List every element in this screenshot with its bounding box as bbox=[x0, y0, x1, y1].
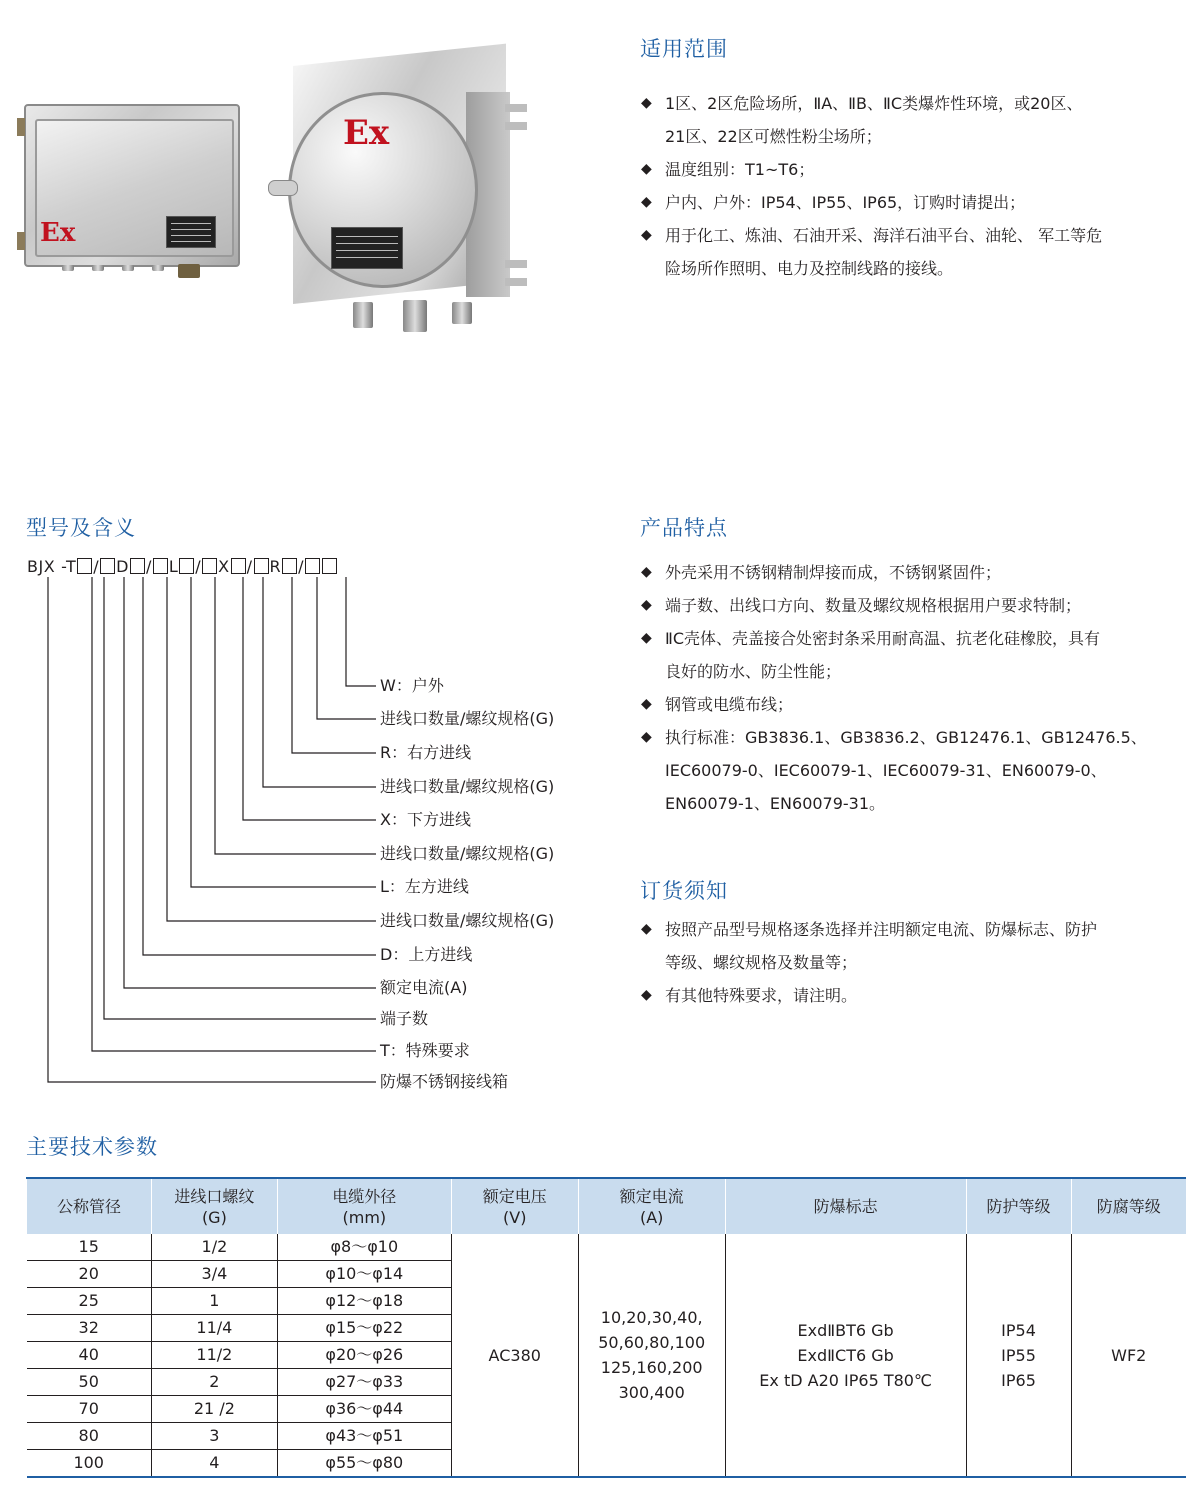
table-cell: φ8～φ10 bbox=[277, 1234, 451, 1261]
code-part: X bbox=[218, 557, 230, 576]
feature-item bbox=[641, 556, 1191, 589]
table-cell: φ43～φ51 bbox=[277, 1423, 451, 1450]
model-label: L：左方进线 bbox=[380, 877, 469, 896]
cable-gland bbox=[452, 302, 472, 324]
table-cell: 50 bbox=[27, 1369, 152, 1396]
model-title: 型号及含义 bbox=[26, 516, 136, 540]
table-cell: 100 bbox=[27, 1450, 152, 1478]
scope-item-text: 21区、22区可燃性粉尘场所； bbox=[665, 127, 882, 146]
code-part: / bbox=[93, 557, 100, 576]
scope-list bbox=[641, 87, 1191, 285]
feature-item-text: IEC60079-0、IEC60079-1、IEC60079-31、EN60079-0、 bbox=[665, 761, 1107, 780]
mount-ear bbox=[505, 104, 527, 112]
ordering-list bbox=[641, 913, 1191, 1012]
table-row bbox=[27, 1234, 1187, 1261]
code-part: / bbox=[195, 557, 202, 576]
table-header-row bbox=[27, 1178, 1187, 1234]
feature-item bbox=[641, 622, 1191, 688]
mount-ear bbox=[505, 278, 527, 286]
connector-line bbox=[292, 577, 376, 753]
scope-item bbox=[641, 87, 1191, 153]
table-cell: 25 bbox=[27, 1288, 152, 1315]
table-cell: φ36～φ44 bbox=[277, 1396, 451, 1423]
column-header: 额定电压 (V) bbox=[451, 1178, 578, 1234]
connector-line bbox=[143, 577, 376, 955]
connector-line bbox=[191, 577, 376, 887]
voltage-cell: AC380 bbox=[451, 1234, 578, 1477]
scope-item-text: ◆ 户内、户外：IP54、IP55、IP65，订购时请提出； bbox=[665, 193, 1026, 212]
table-cell: 2 bbox=[151, 1369, 277, 1396]
column-header: 额定电流 (A) bbox=[578, 1178, 725, 1234]
connector-line bbox=[215, 577, 376, 854]
table-cell: 3 bbox=[151, 1423, 277, 1450]
feature-item-text: ◆ 钢管或电缆布线； bbox=[665, 695, 794, 714]
connector-line bbox=[167, 577, 376, 921]
scope-item-text: ◆ 1区、2区危险场所，ⅡA、ⅡB、ⅡC类爆炸性环境，或20区、 bbox=[665, 94, 1083, 113]
feature-item-text: ◆ ⅡC壳体、壳盖接合处密封条采用耐高温、抗老化硅橡胶，具有 bbox=[665, 629, 1101, 648]
cable-gland bbox=[403, 300, 427, 332]
model-label: 额定电流(A) bbox=[380, 978, 468, 997]
table-cell: 1/2 bbox=[151, 1234, 277, 1261]
model-label: R：右方进线 bbox=[380, 743, 472, 762]
feature-item bbox=[641, 688, 1191, 721]
scope-item bbox=[641, 219, 1191, 285]
ordering-title: 订货须知 bbox=[640, 879, 728, 903]
column-header: 防腐等级 bbox=[1071, 1178, 1186, 1234]
mount-ear bbox=[505, 122, 527, 130]
ordering-item bbox=[641, 979, 1191, 1012]
column-header: 公称管径 bbox=[27, 1178, 152, 1234]
mount-ear bbox=[505, 260, 527, 268]
table-cell: φ12～φ18 bbox=[277, 1288, 451, 1315]
connector-line bbox=[92, 577, 376, 1051]
code-part: BJX bbox=[27, 557, 56, 576]
code-part: / bbox=[145, 557, 152, 576]
table-cell: 4 bbox=[151, 1450, 277, 1478]
specs-title: 主要技术参数 bbox=[26, 1135, 158, 1159]
table-cell: 70 bbox=[27, 1396, 152, 1423]
table-cell: 11/4 bbox=[151, 1315, 277, 1342]
column-header: 防爆标志 bbox=[725, 1178, 966, 1234]
table-cell: 11/2 bbox=[151, 1342, 277, 1369]
model-label: 进线口数量/螺纹规格(G) bbox=[380, 911, 555, 930]
code-part: / bbox=[246, 557, 253, 576]
scope-item-text: 险场所作照明、电力及控制线路的接线。 bbox=[665, 259, 954, 278]
spec-table bbox=[26, 1177, 1186, 1478]
connector-line bbox=[124, 577, 376, 988]
table-cell: 40 bbox=[27, 1342, 152, 1369]
table-cell: φ20～φ26 bbox=[277, 1342, 451, 1369]
model-connector-lines bbox=[0, 0, 380, 1100]
anticorrosion-cell: WF2 bbox=[1071, 1234, 1186, 1477]
code-part: -T bbox=[61, 557, 77, 576]
table-cell: 1 bbox=[151, 1288, 277, 1315]
code-part: D bbox=[116, 557, 129, 576]
table-cell: 15 bbox=[27, 1234, 152, 1261]
feature-item-text: ◆ 外壳采用不锈钢精制焊接而成，不锈钢紧固件； bbox=[665, 563, 1002, 582]
scope-item bbox=[641, 153, 1191, 186]
feature-item-text: ◆ 执行标准：GB3836.1、GB3836.2、GB12476.1、GB12476.5、 bbox=[665, 728, 1147, 747]
features-title: 产品特点 bbox=[640, 516, 728, 540]
feature-item bbox=[641, 589, 1191, 622]
table-cell: 80 bbox=[27, 1423, 152, 1450]
ex-mark-cell: ExdⅡBT6 Gb ExdⅡCT6 Gb Ex tD A20 IP65 T80℃ bbox=[725, 1234, 966, 1477]
table-cell: 3/4 bbox=[151, 1261, 277, 1288]
column-header: 防护等级 bbox=[966, 1178, 1071, 1234]
model-label: X：下方进线 bbox=[380, 810, 471, 829]
ordering-item-text: ◆ 按照产品型号规格逐条选择并注明额定电流、防爆标志、防护 bbox=[665, 920, 1098, 939]
table-cell: 21 /2 bbox=[151, 1396, 277, 1423]
feature-item-text: ◆ 端子数、出线口方向、数量及螺纹规格根据用户要求特制； bbox=[665, 596, 1082, 615]
ex-logo: Ex bbox=[343, 113, 390, 153]
ordering-item bbox=[641, 913, 1191, 979]
connector-line bbox=[104, 577, 376, 1019]
code-part: R bbox=[269, 557, 282, 576]
current-cell: 10,20,30,40, 50,60,80,100 125,160,200 300,400 bbox=[578, 1234, 725, 1477]
connector-line bbox=[346, 577, 376, 686]
ordering-item-text: 等级、螺纹规格及数量等； bbox=[665, 953, 858, 972]
model-label: 端子数 bbox=[380, 1009, 429, 1028]
table-cell: φ15～φ22 bbox=[277, 1315, 451, 1342]
ordering-item-text: ◆ 有其他特殊要求，请注明。 bbox=[665, 986, 858, 1005]
connector-line bbox=[48, 577, 376, 1082]
code-part: / bbox=[298, 557, 305, 576]
column-header: 进线口螺纹 (G) bbox=[151, 1178, 277, 1234]
model-label: T：特殊要求 bbox=[380, 1041, 470, 1060]
feature-item-text: EN60079-1、EN60079-31。 bbox=[665, 794, 886, 813]
scope-item bbox=[641, 186, 1191, 219]
table-cell: φ55～φ80 bbox=[277, 1450, 451, 1478]
table-cell: φ27～φ33 bbox=[277, 1369, 451, 1396]
table-cell: φ10～φ14 bbox=[277, 1261, 451, 1288]
scope-item-text: ◆ 温度组别：T1~T6； bbox=[665, 160, 815, 179]
column-header: 电缆外径 (mm) bbox=[277, 1178, 451, 1234]
table-cell: 20 bbox=[27, 1261, 152, 1288]
model-label: W：户外 bbox=[380, 676, 444, 695]
model-label: 防爆不锈钢接线箱 bbox=[380, 1072, 509, 1091]
ex-logo: Ex bbox=[40, 218, 76, 248]
ip-cell: IP54 IP55 IP65 bbox=[966, 1234, 1071, 1477]
model-label: 进线口数量/螺纹规格(G) bbox=[380, 777, 555, 796]
feature-item bbox=[641, 721, 1191, 820]
table-cell: 32 bbox=[27, 1315, 152, 1342]
model-label: 进线口数量/螺纹规格(G) bbox=[380, 844, 555, 863]
scope-item-text: ◆ 用于化工、炼油、石油开采、海洋石油平台、油轮、 军工等危 bbox=[665, 226, 1103, 245]
model-label: 进线口数量/螺纹规格(G) bbox=[380, 709, 555, 728]
model-label: D：上方进线 bbox=[380, 945, 473, 964]
feature-item-text: 良好的防水、防尘性能； bbox=[665, 662, 842, 681]
features-list bbox=[641, 556, 1191, 820]
code-part: L bbox=[168, 557, 179, 576]
scope-title: 适用范围 bbox=[640, 37, 728, 61]
connector-line bbox=[263, 577, 376, 787]
